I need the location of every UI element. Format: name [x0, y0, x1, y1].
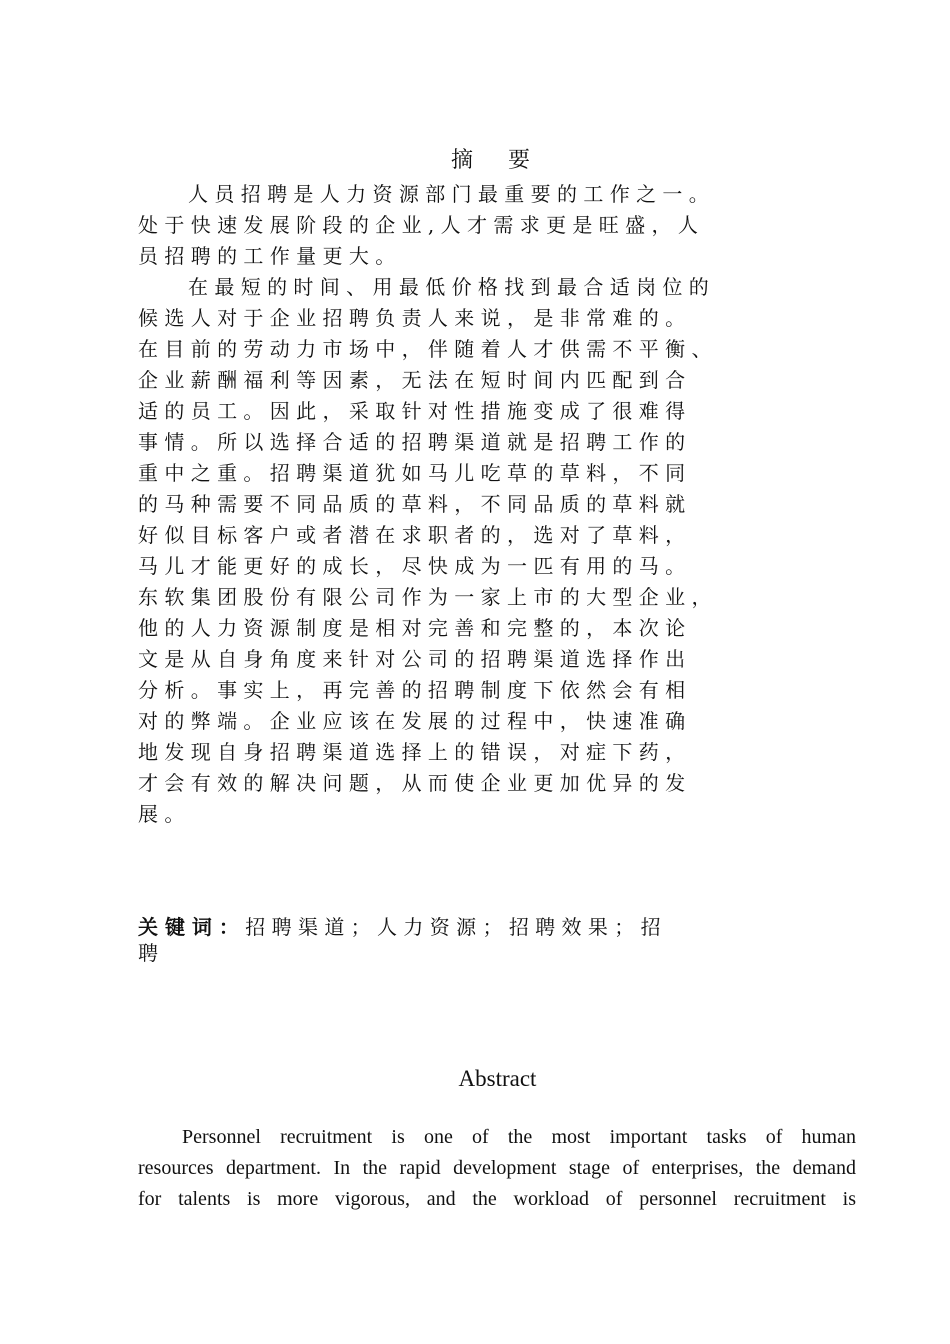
cn-abstract-line: 才 会 有 效 的 解 决 问 题 ， 从 而 使 企 业 更 加 优 异 的 发 [138, 771, 686, 795]
en-abstract-line: for talents is more vigorous, and the workload of personnel recruitment is [138, 1188, 856, 1210]
cn-abstract-line: 处 于 快 速 发 展 阶 段 的 企 业 , 人 才 需 求 更 是 旺 盛 ， 人 [138, 213, 698, 237]
cn-abstract-line: 在 目 前 的 劳 动 力 市 场 中 ， 伴 随 着 人 才 供 需 不 平 衡 、 [138, 337, 712, 361]
keywords-text: 招 聘 渠 道 ； 人 力 资 源 ； 招 聘 效 果 ； 招 [238, 915, 661, 939]
cn-abstract-line: 企 业 薪 酬 福 利 等 因 素 ， 无 法 在 短 时 间 内 匹 配 到 合 [138, 368, 686, 392]
cn-abstract-line: 好 似 目 标 客 户 或 者 潜 在 求 职 者 的 ， 选 对 了 草 料 ， [138, 523, 686, 547]
cn-abstract-line: 事 情 。 所 以 选 择 合 适 的 招 聘 渠 道 就 是 招 聘 工 作 的 [138, 430, 686, 454]
chinese-abstract-title: 摘 要 [451, 148, 544, 173]
cn-abstract-line: 他 的 人 力 资 源 制 度 是 相 对 完 善 和 完 整 的 ， 本 次 论 [138, 616, 686, 640]
cn-abstract-line: 的 马 种 需 要 不 同 品 质 的 草 料 ， 不 同 品 质 的 草 料 就 [138, 492, 686, 516]
cn-abstract-line: 人 员 招 聘 是 人 力 资 源 部 门 最 重 要 的 工 作 之 一 。 [188, 182, 709, 206]
en-abstract-line: Personnel recruitment is one of the most important tasks of human [182, 1126, 856, 1148]
keywords-line-continued: 聘 [138, 941, 158, 965]
cn-abstract-line: 重 中 之 重 。 招 聘 渠 道 犹 如 马 儿 吃 草 的 草 料 ， 不 同 [138, 461, 686, 485]
cn-abstract-line: 地 发 现 自 身 招 聘 渠 道 选 择 上 的 错 误 ， 对 症 下 药 ， [138, 740, 686, 764]
cn-abstract-line: 分 析 。 事 实 上 ， 再 完 善 的 招 聘 制 度 下 依 然 会 有 相 [138, 678, 686, 702]
cn-abstract-line: 展 。 [138, 802, 185, 826]
english-abstract-title: Abstract [458, 1066, 537, 1091]
cn-abstract-line: 文 是 从 自 身 角 度 来 针 对 公 司 的 招 聘 渠 道 选 择 作 出 [138, 647, 686, 671]
keywords-line [138, 915, 661, 939]
cn-abstract-line: 马 儿 才 能 更 好 的 成 长 ， 尽 快 成 为 一 匹 有 用 的 马 。 [138, 554, 686, 578]
cn-abstract-line: 在 最 短 的 时 间 、 用 最 低 价 格 找 到 最 合 适 岗 位 的 [188, 275, 709, 299]
cn-abstract-line: 员 招 聘 的 工 作 量 更 大 。 [138, 244, 396, 268]
cn-abstract-line: 适 的 员 工 。 因 此 ， 采 取 针 对 性 措 施 变 成 了 很 难 得 [138, 399, 686, 423]
cn-abstract-line: 对 的 弊 端 。 企 业 应 该 在 发 展 的 过 程 中 ， 快 速 准 确 [138, 709, 686, 733]
keywords-label: 关 键 词 ： [138, 915, 239, 939]
en-abstract-line: resources department. In the rapid development stage of enterprises, the demand [138, 1157, 856, 1179]
cn-abstract-line: 东 软 集 团 股 份 有 限 公 司 作 为 一 家 上 市 的 大 型 企 业 ， [138, 585, 712, 609]
cn-abstract-line: 候 选 人 对 于 企 业 招 聘 负 责 人 来 说 ， 是 非 常 难 的 。 [138, 306, 686, 330]
